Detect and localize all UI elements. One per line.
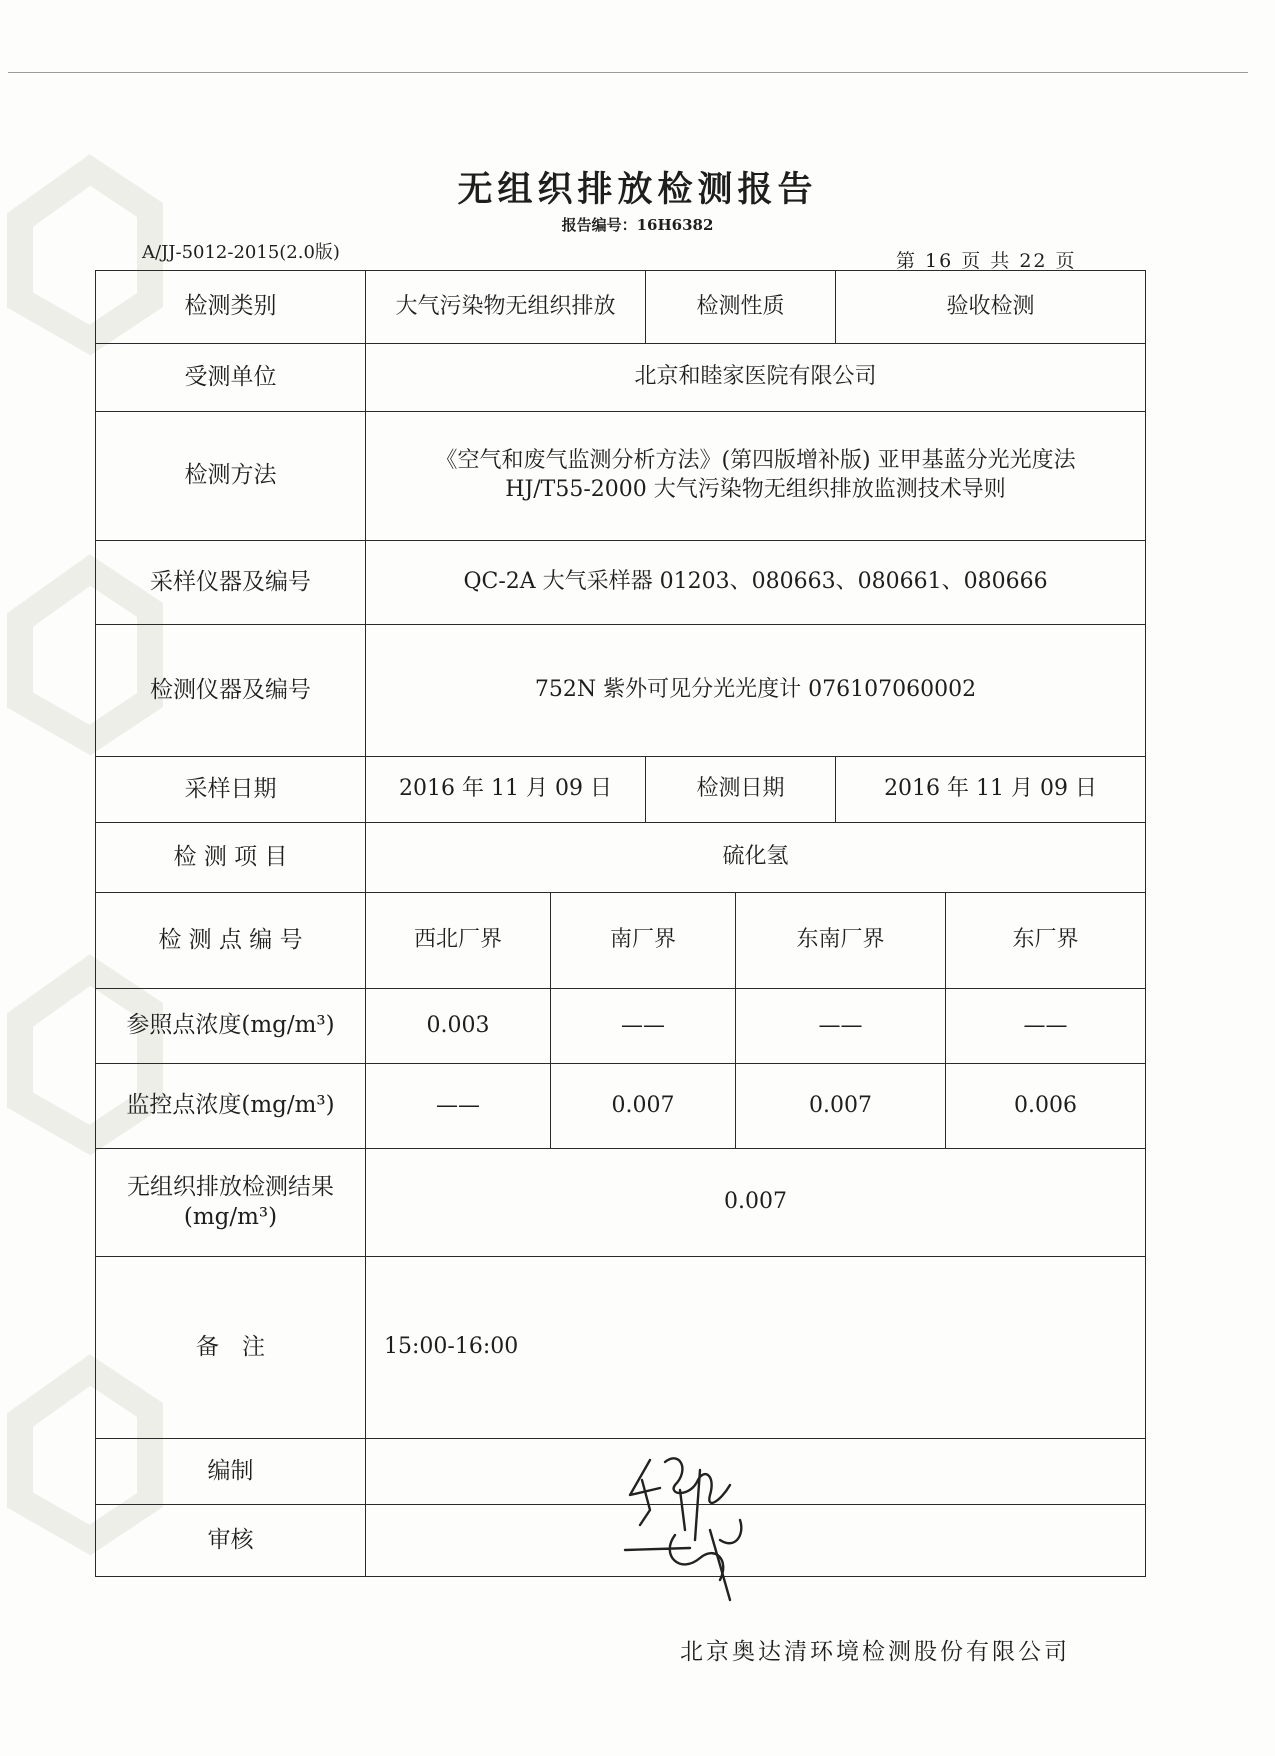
ref-value-2: —— [551,989,736,1064]
row-dates [96,757,1146,823]
row-sampler [96,541,1146,625]
row-category [96,271,1146,344]
result-label: 无组织排放检测结果 (mg/m³) [96,1149,366,1257]
row-method [96,412,1146,541]
mon-value-2: 0.007 [551,1064,736,1149]
handwritten-signature [620,1440,770,1610]
point-label: 检 测 点 编 号 [96,893,366,989]
item-label: 检 测 项 目 [96,823,366,893]
mon-value-3: 0.007 [736,1064,946,1149]
point-2: 南厂界 [551,893,736,989]
review-label: 审核 [96,1505,366,1577]
page-info: 第 16 页 共 22 页 [896,250,1077,272]
method-line-2: HJ/T55-2000 大气污染物无组织排放监测技术导则 [505,477,1006,502]
row-monitor [96,1064,1146,1149]
method-line-1: 《空气和废气监测分析方法》(第四版增补版) 亚甲基蓝分光光度法 [435,448,1076,474]
item-value: 硫化氢 [366,823,1146,893]
sample-date-value: 2016 年 11 月 09 日 [366,757,646,823]
row-unit [96,344,1146,412]
result-value: 0.007 [366,1149,1146,1257]
row-instrument [96,625,1146,757]
remark-value: 15:00-16:00 [366,1257,1146,1439]
instrument-label: 检测仪器及编号 [96,625,366,757]
remark-label: 备 注 [96,1257,366,1439]
report-title: 无组织排放检测报告 [457,169,818,210]
method-label: 检测方法 [96,412,366,541]
ref-value-1: 0.003 [366,989,551,1064]
row-reference [96,989,1146,1064]
compile-label: 编制 [96,1439,366,1505]
test-date-value: 2016 年 11 月 09 日 [836,757,1146,823]
method-value [366,412,1146,541]
nature-label: 检测性质 [646,271,836,344]
report-number: 报告编号：16H6382 [561,216,714,234]
row-remark [96,1257,1146,1439]
row-item [96,823,1146,893]
row-points [96,893,1146,989]
point-3: 东南厂界 [736,893,946,989]
standard-code: A/JJ-5012-2015(2.0版) [142,242,340,263]
sampler-label: 采样仪器及编号 [96,541,366,625]
point-4: 东厂界 [946,893,1146,989]
ref-label: 参照点浓度(mg/m³) [96,989,366,1064]
mon-value-1: —— [366,1064,551,1149]
ref-value-4: —— [946,989,1146,1064]
result-unit: (mg/m³) [183,1203,278,1230]
ref-value-3: —— [736,989,946,1064]
unit-label: 受测单位 [96,344,366,412]
instrument-value: 752N 紫外可见分光光度计 076107060002 [366,625,1146,757]
mon-value-4: 0.006 [946,1064,1146,1149]
point-1: 西北厂界 [366,893,551,989]
sampler-value: QC-2A 大气采样器 01203、080663、080661、080666 [366,541,1146,625]
category-value: 大气污染物无组织排放 [366,271,646,344]
test-date-label: 检测日期 [646,757,836,823]
nature-value: 验收检测 [836,271,1146,344]
top-rule [8,72,1248,73]
mon-label: 监控点浓度(mg/m³) [96,1064,366,1149]
row-result [96,1149,1146,1257]
sample-date-label: 采样日期 [96,757,366,823]
unit-value: 北京和睦家医院有限公司 [366,344,1146,412]
company-name: 北京奥达清环境检测股份有限公司 [680,1639,1070,1665]
report-table [95,270,1146,1577]
category-label: 检测类别 [96,271,366,344]
